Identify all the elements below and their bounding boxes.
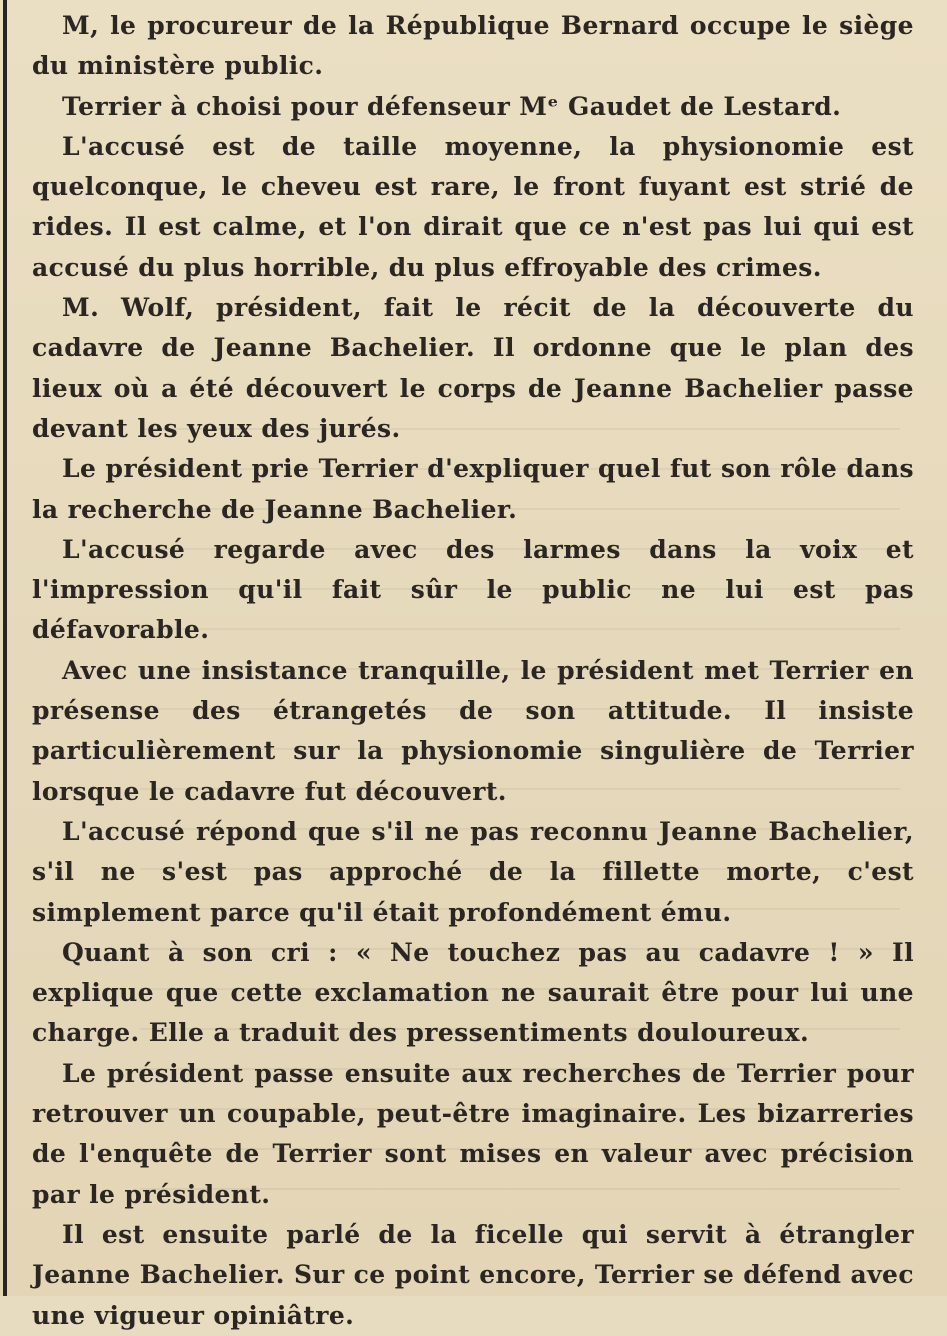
column-rule: [3, 0, 7, 1296]
paragraph-accused-reaction: L'accusé regarde avec des larmes dans la voix et l'impression qu'il fait sûr le public ne lui est pas défavorable.: [32, 534, 914, 645]
paragraph-defender: Terrier à choisi pour défenseur Mᵉ Gaudet de Lestard.: [62, 91, 842, 121]
paragraph-investigation: Le président passe ensuite aux recherches de Terrier pour retrouver un coupable, peut-être imaginaire. Les bizarreries de l'enquête de Terrier sont mises en valeur avec précision par le président.: [32, 1058, 914, 1209]
paragraph-prosecutor: M, le procureur de la République Bernard occupe le siège du ministère public.: [32, 11, 914, 81]
paragraph-accused-answer: L'accusé répond que s'il ne pas reconnu Jeanne Bachelier, s'il ne s'est pas approché de la fillette morte, c'est simplement parce qu'il était profondément ému.: [32, 816, 914, 927]
paragraph-cry: Quant à son cri : « Ne touchez pas au cadavre ! » Il explique que cette exclamation ne saurait être pour lui une charge. Elle a traduit des pressentiments douloureux.: [32, 937, 914, 1048]
paragraph-president-account: M. Wolf, président, fait le récit de la découverte du cadavre de Jeanne Bachelier. Il ordonne que le plan des lieux où a été découvert le corps de Jeanne Bachelier passe devant les yeux des jurés.: [32, 293, 914, 443]
paragraph-president-question: Le président prie Terrier d'expliquer quel fut son rôle dans la recherche de Jeanne Bachelier.: [32, 454, 914, 524]
paragraph-string: Il est ensuite parlé de la ficelle qui servit à étrangler Jeanne Bachelier. Sur ce point encore, Terrier se défend avec une vigueur opiniâtre.: [32, 1219, 914, 1330]
article-column: [32, 6, 914, 1336]
paragraph-accused-description: L'accusé est de taille moyenne, la physionomie est quelconque, le cheveu est rare, le front fuyant est strié de rides. Il est calme, et l'on dirait que ce n'est pas lui qui est accusé du plus horrible, du plus effroyable des crimes.: [32, 131, 914, 282]
paragraph-president-insistence: Avec une insistance tranquille, le président met Terrier en présense des étrangetés de son attitude. Il insiste particulièrement sur la physionomie singulière de Terrier lorsque le cadavre fut découvert.: [32, 655, 914, 806]
